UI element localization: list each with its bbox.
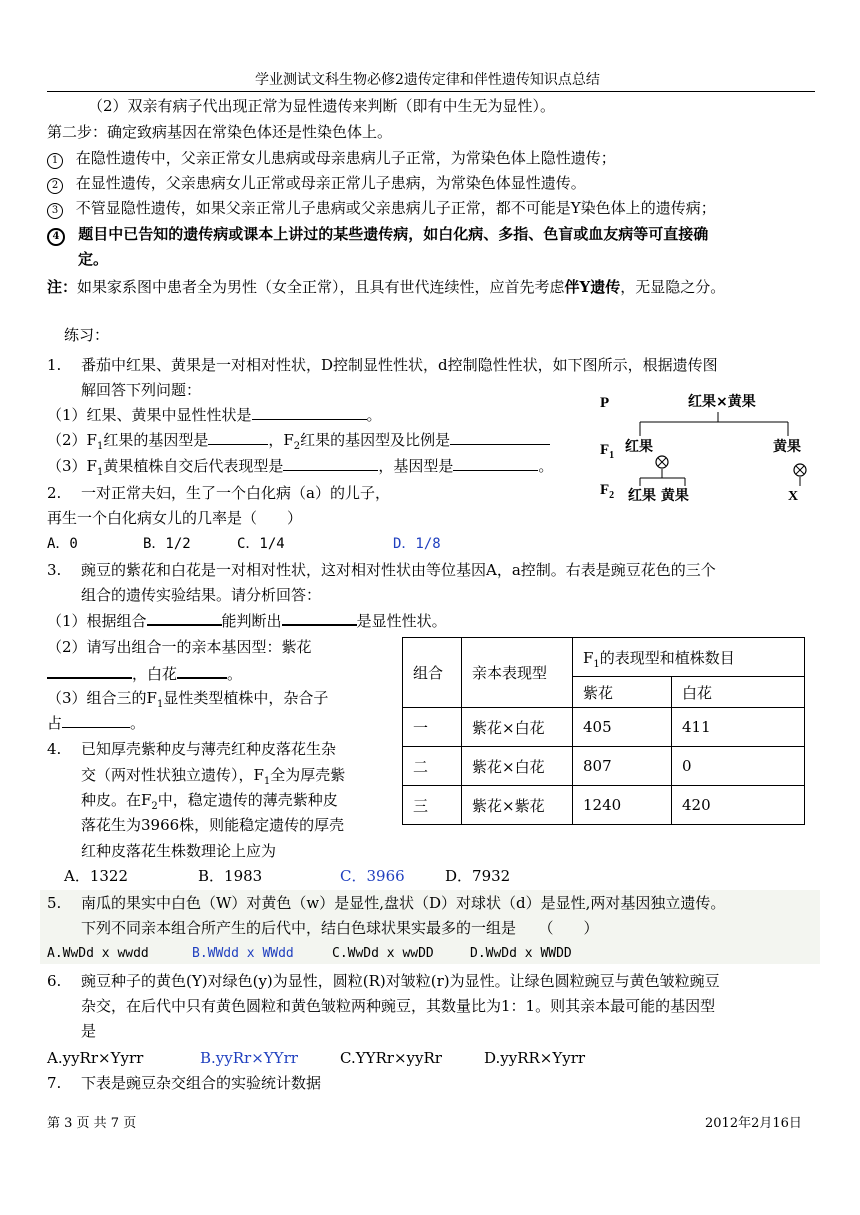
circled-number-4: 4: [47, 228, 65, 246]
diagram-f2-none: X: [788, 489, 799, 504]
q3-sub2-line1: （2）请写出组合一的亲本基因型：紫花: [47, 638, 312, 656]
q6-stem-line3: 是: [81, 1022, 97, 1040]
q5-option-c[interactable]: C.WwDd x wwDD: [332, 946, 434, 961]
genetic-cross-diagram: [590, 388, 815, 513]
selfing-symbol-left: [656, 456, 668, 468]
q3-sub1: [47, 610, 447, 631]
table-row: [403, 747, 805, 786]
note-emphasis: 伴Y遗传: [564, 278, 621, 296]
selfing-symbol-right: [794, 464, 806, 476]
table-cell-white: 411: [672, 708, 805, 747]
answer-blank[interactable]: [177, 663, 227, 679]
q1-sub2: $(2)F_1$红果的基因型是 ，$F_2$红果的基因型及比例是: [47, 430, 550, 450]
table-header-group: 组合: [403, 638, 462, 708]
q3-sub3-line1: （3）组合三的$F_1$显性类型植株中，杂合子: [47, 689, 329, 710]
q2-option-b[interactable]: B．1/2: [143, 536, 191, 552]
q5-option-d[interactable]: D.WwDd x WWDD: [470, 946, 572, 961]
q3-sub1-text2: 能判断出: [221, 612, 282, 630]
intro-item-2: [47, 173, 586, 194]
q2-option-c[interactable]: C．1/4: [237, 536, 285, 552]
q3-sub3-line2: [47, 713, 145, 733]
table-cell-purple: 807: [573, 747, 672, 786]
q1-sub2-text2: 红果的基因型及比例是: [300, 431, 451, 449]
q4-stem-line3: 种皮。在$F_2$中，稳定遗传的薄壳紫种皮: [81, 791, 338, 812]
diagram-parents: 红果×黄果: [688, 394, 756, 410]
q7-number: 7.: [47, 1074, 62, 1092]
q3-stem-line1: 豌豆的紫花和白花是一对相对性状，这对相对性状由等位基因A，a控制。右表是豌豆花色的三个: [81, 561, 716, 579]
q6-option-a[interactable]: A.yyRr×Yyrr: [47, 1049, 144, 1067]
note: [47, 277, 725, 297]
q1-stem-line2: 解回答下列问题：: [81, 381, 202, 399]
q4-stem-line5: 红种皮落花生株数理论上应为: [81, 842, 277, 860]
intro-item-3: [47, 198, 716, 219]
q3-sub2-text: ，白花: [132, 665, 178, 683]
q1-sub1-end: 。: [366, 406, 382, 424]
answer-blank[interactable]: [47, 663, 132, 679]
table-cell-purple: 1240: [573, 786, 672, 825]
q2-stem-line2: 再生一个白化病女儿的几率是（ ）: [47, 509, 303, 527]
note-text-pre: 如果家系图中患者全为男性（女全正常），且具有世代连续性，应首先考虑: [77, 278, 565, 296]
answer-blank[interactable]: [282, 610, 357, 626]
table-cell-group: 三: [403, 786, 462, 825]
table-cell-parents: 紫花×白花: [462, 708, 573, 747]
q1-number: 1.: [47, 356, 62, 374]
q3-sub1-text: （1）根据组合: [47, 612, 147, 630]
q3-stem-line2: 组合的遗传实验结果。请分析回答：: [81, 586, 322, 604]
intro-item-1-text: 在隐性遗传中，父亲正常女儿患病或母亲患病儿子正常，为常染色体上隐性遗传；: [75, 149, 616, 167]
q1-sub3: $(3)F_1$黄果植株自交后代表现型是 ，基因型是 。: [47, 457, 554, 478]
q1-sub3-text: 黄果植株自交后代表现型是: [103, 457, 284, 475]
footer-date: 2012年2月16日: [705, 1116, 802, 1131]
table-row: [403, 708, 805, 747]
q5-stem-line1: 南瓜的果实中白色（W）对黄色（w）是显性,盘状（D）对球状（d）是显性,两对基因独立遗传。: [81, 894, 726, 912]
q5-stem-line2: 下列不同亲本组合所产生的后代中，结白色球状果实最多的一组是 （ ）: [81, 919, 599, 937]
answer-blank[interactable]: [208, 430, 268, 445]
q4-option-a[interactable]: A．1322: [64, 867, 129, 885]
diagram-f1-label: $F_1$: [600, 442, 615, 461]
q1-stem-line1: 番茄中红果、黄果是一对相对性状，D控制显性性状，d控制隐性性状，如下图所示，根据遗传图: [81, 356, 718, 374]
q1-sub2-mid: ，F: [268, 431, 294, 449]
q4-option-d[interactable]: D．7932: [445, 867, 511, 885]
q7-stem-line1: 下表是豌豆杂交组合的实验统计数据: [81, 1074, 322, 1092]
q6-option-d[interactable]: D.yyRR×Yyrr: [484, 1049, 586, 1067]
intro-item-1: [47, 148, 616, 169]
table-header-parents: 亲本表现型: [462, 638, 573, 708]
table-cell-parents: 紫花×紫花: [462, 786, 573, 825]
header-rule: [47, 91, 815, 92]
step-2: 第二步：确定致病基因在常染色体还是性染色体上。: [47, 123, 393, 141]
q3-sub3-text: （3）组合三的F: [47, 689, 157, 707]
circled-number-3: 3: [47, 203, 63, 219]
q6-number: 6.: [47, 972, 62, 990]
q5-option-b[interactable]: B.WWdd x WWdd: [192, 946, 294, 961]
q4-stem-line4: 落花生为3966株，则能稳定遗传的厚壳: [81, 816, 345, 834]
q4-option-b[interactable]: B．1983: [198, 867, 263, 885]
circled-number-1: 1: [47, 153, 63, 169]
q6-stem-line2: 杂交，在后代中只有黄色圆粒和黄色皱粒两种豌豆，其数量比为1：1。则其亲本最可能的基因型: [81, 997, 716, 1015]
q1-sub1-text: （1）红果、黄果中显性性状是: [47, 406, 252, 424]
rule-2: （2）双亲有病子代出现正常为显性遗传来判断（即有中生无为显性）。: [88, 97, 556, 115]
table-row: [403, 786, 805, 825]
q3-sub3-prefix: 占: [47, 714, 63, 732]
diagram-f2-offspring: 红果 黄果: [628, 488, 689, 504]
intro-item-2-text: 在显性遗传，父亲患病女儿正常或母亲正常儿子患病，为常染色体显性遗传。: [75, 174, 586, 192]
answer-blank[interactable]: [453, 456, 538, 471]
q3-sub1-text3: 是显性性状。: [356, 612, 447, 630]
table-header-purple: 紫花: [573, 677, 672, 708]
page-header-title: 学业测试文科生物必修2遗传定律和伴性遗传知识点总结: [255, 72, 600, 88]
q1-sub3-text2: ，基因型是: [378, 457, 454, 475]
q2-number: 2.: [47, 484, 62, 502]
table-cell-purple: 405: [573, 708, 672, 747]
table-cell-group: 一: [403, 708, 462, 747]
diagram-f2-label: $F_2$: [600, 482, 615, 501]
answer-blank[interactable]: [283, 456, 378, 471]
intro-item-3-text: 不管显隐性遗传，如果父亲正常儿子患病或父亲患病儿子正常，都不可能是Y染色体上的遗传病；: [75, 199, 716, 217]
answer-blank[interactable]: [62, 713, 130, 728]
intro-item-4-cont: 定。: [78, 250, 109, 268]
footer-page-number: 第 3 页 共 7 页: [47, 1116, 137, 1131]
q5-option-a[interactable]: A.WwDd x wwdd: [47, 946, 149, 961]
table-cell-white: 420: [672, 786, 805, 825]
q2-option-a[interactable]: A．0: [47, 536, 78, 552]
q1-sub2-prefix: （2）F: [47, 431, 97, 449]
q3-sub2-end: 。: [227, 665, 243, 683]
note-label: 注：: [47, 278, 78, 296]
q2-option-d[interactable]: D．1/8: [393, 536, 441, 552]
table-cell-group: 二: [403, 747, 462, 786]
q3-sub3-end: 。: [130, 714, 146, 732]
answer-blank[interactable]: [252, 405, 367, 420]
q6-option-c[interactable]: C.YYRr×yyRr: [340, 1049, 442, 1067]
q4-stem-line2: 交（两对性状独立遗传），$F_1$全为厚壳紫: [81, 766, 346, 787]
q3-number: 3.: [47, 561, 62, 579]
q3-sub2-line2: [47, 663, 242, 684]
q3-sub3-text2: 显性类型植株中，杂合子: [163, 689, 329, 707]
diagram-p-label: P: [600, 395, 610, 411]
answer-blank[interactable]: [147, 610, 222, 626]
circled-number-2: 2: [47, 178, 63, 194]
answer-blank[interactable]: [450, 430, 550, 445]
table-cell-white: 0: [672, 747, 805, 786]
q6-stem-line1: 豌豆种子的黄色(Y)对绿色(y)为显性，圆粒(R)对皱粒(r)为显性。让绿色圆粒豌豆与黄色皱粒豌豆: [81, 972, 720, 990]
q1-sub2-text: 红果的基因型是: [103, 431, 209, 449]
table-cell-parents: 紫花×白花: [462, 747, 573, 786]
table-header-white: 白花: [672, 677, 805, 708]
q1-sub3-prefix: （3）F: [47, 457, 97, 475]
q5-number: 5.: [47, 894, 62, 912]
q2-stem-line1: 一对正常夫妇，生了一个白化病（a）的儿子，: [81, 484, 390, 502]
note-text-post: ，无显隐之分。: [620, 278, 726, 296]
table-header-f1: $F_1$的表现型和植株数目: [573, 638, 805, 677]
q1-sub3-end: 。: [538, 457, 554, 475]
practice-title: 练习：: [64, 326, 110, 344]
q3-results-table: [402, 637, 805, 825]
q1-sub1: [47, 405, 382, 425]
diagram-f1-red: 红果: [625, 439, 653, 455]
q4-number: 4.: [47, 740, 62, 758]
intro-item-4-text: 题目中已告知的遗传病或课本上讲过的某些遗传病，如白化病、多指、色盲或血友病等可直接确: [78, 225, 709, 243]
q6-option-b[interactable]: B.yyRr×YYrr: [200, 1049, 298, 1067]
q4-stem-line1: 已知厚壳紫种皮与薄壳红种皮落花生杂: [81, 740, 337, 758]
diagram-f1-yellow: 黄果: [773, 439, 801, 455]
q4-option-c[interactable]: C．3966: [340, 867, 405, 885]
intro-item-4: [47, 224, 708, 246]
